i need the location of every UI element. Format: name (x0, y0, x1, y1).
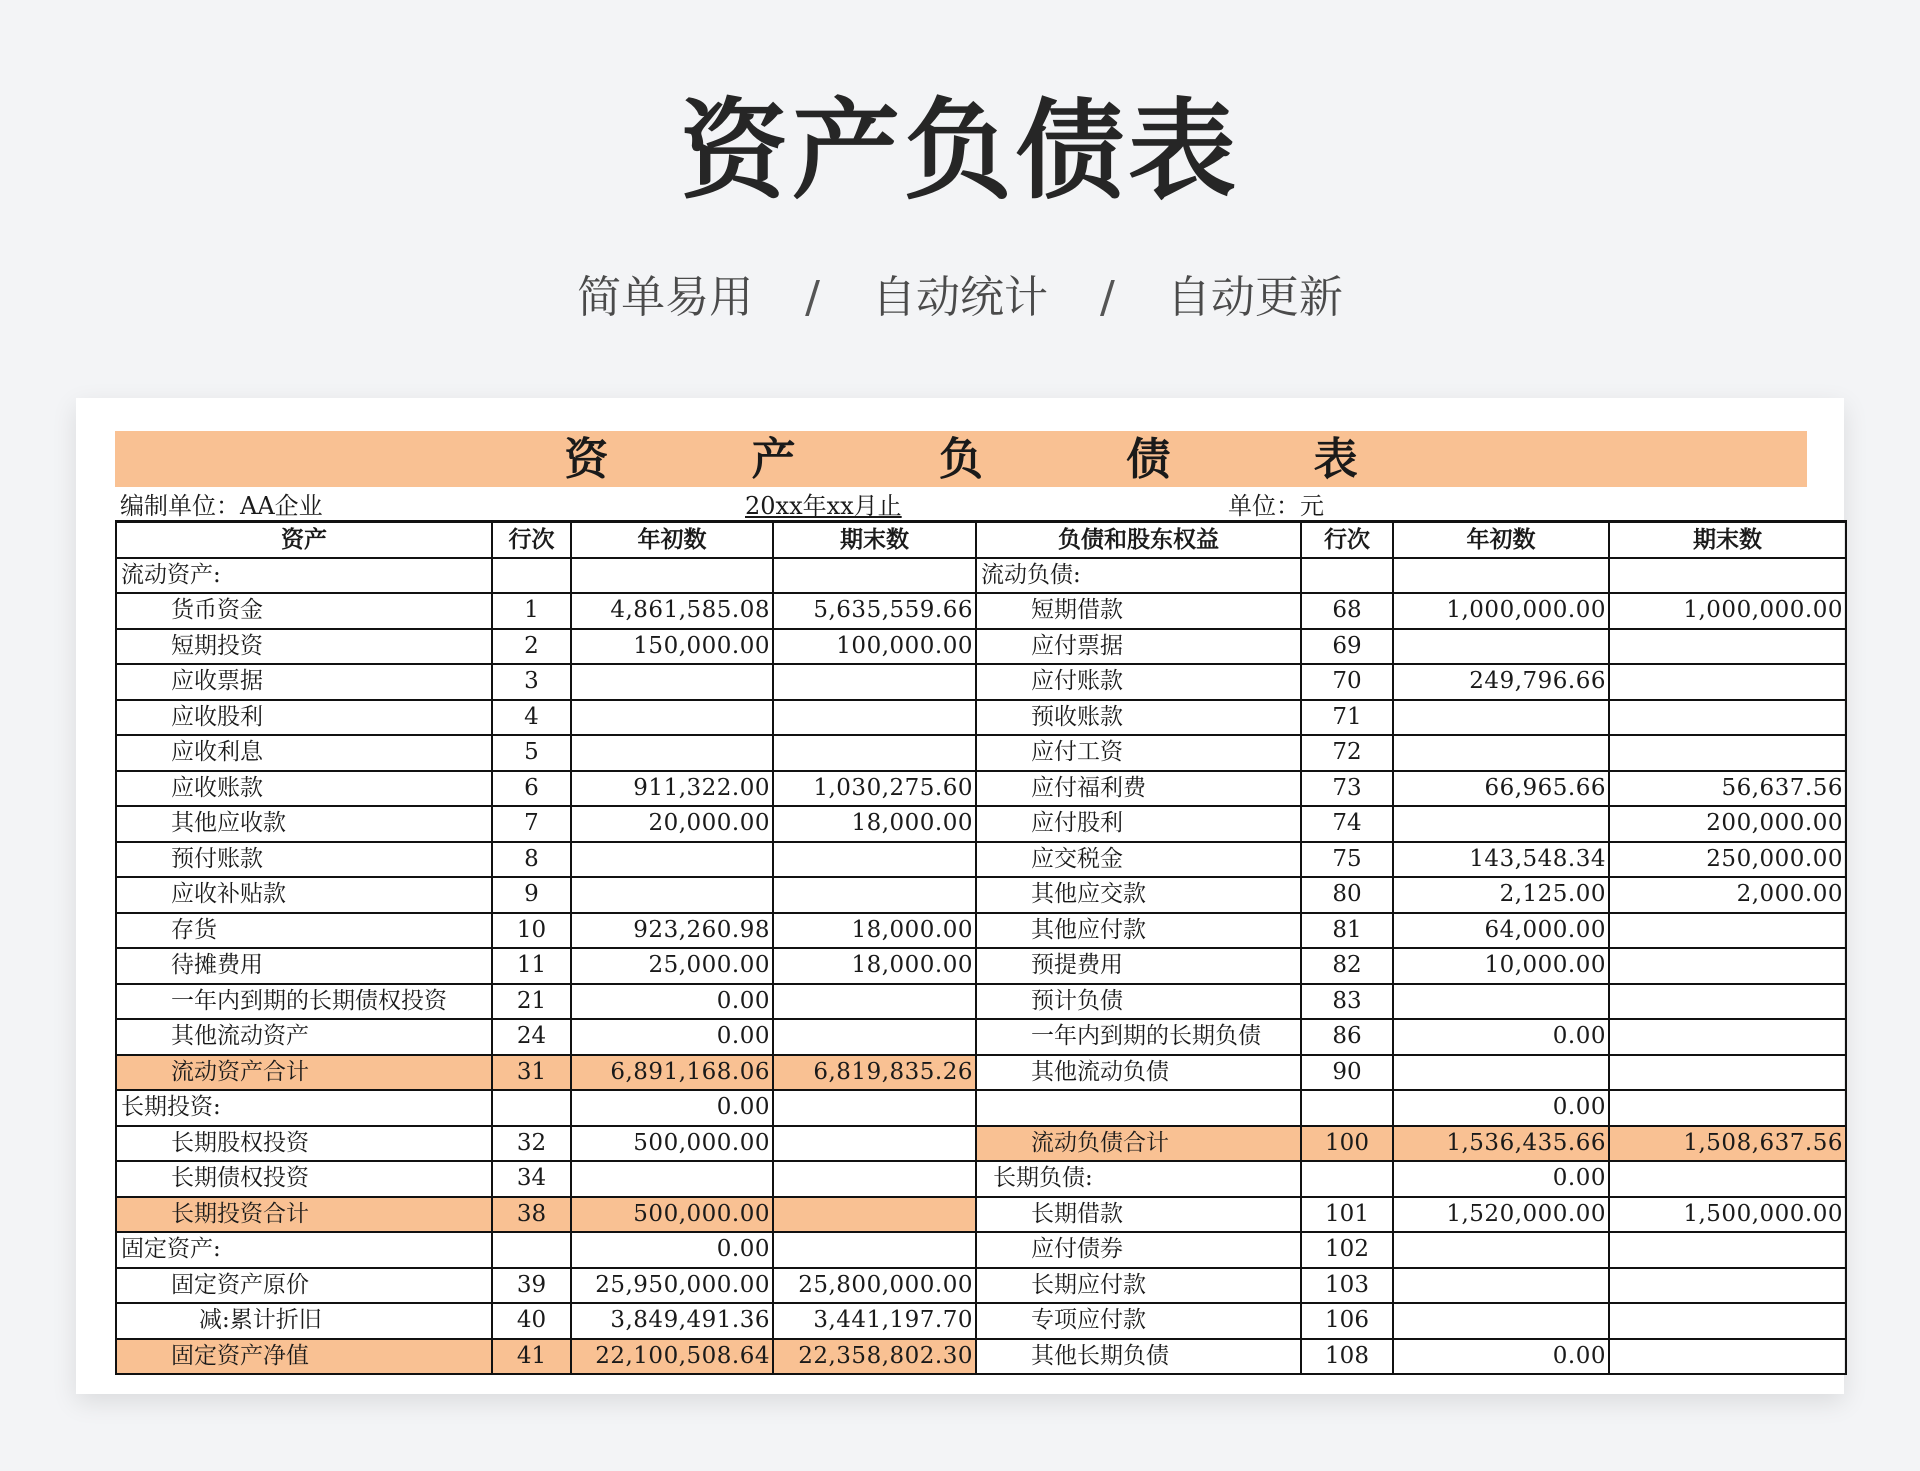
asset-line-cell[interactable]: 11 (492, 948, 571, 984)
asset-name-cell[interactable]: 应收股利 (116, 700, 492, 736)
feature-easy: 简单易用 (577, 272, 754, 323)
sheet-title-banner: 资 产 负 债 表 (115, 431, 1807, 487)
liability-name-cell[interactable]: 应付债券 (976, 1232, 1301, 1268)
liability-name-cell[interactable] (976, 1090, 1301, 1126)
asset-name-cell[interactable]: 一年内到期的长期债权投资 (116, 984, 492, 1020)
asset-line-cell[interactable]: 10 (492, 913, 571, 949)
asset-line-cell[interactable]: 5 (492, 735, 571, 771)
asset-line-cell[interactable]: 7 (492, 806, 571, 842)
col-header-line-no[interactable]: 行次 (492, 522, 571, 558)
liability-name-cell[interactable]: 短期借款 (976, 593, 1301, 629)
table-row (116, 1055, 1846, 1091)
feature-separator: / (805, 272, 820, 323)
liability-line-cell[interactable]: 73 (1301, 771, 1393, 807)
liability-line-cell[interactable]: 106 (1301, 1303, 1393, 1339)
col-header-liabilities-equity[interactable]: 负债和股东权益 (976, 522, 1301, 558)
liability-line-cell[interactable]: 103 (1301, 1268, 1393, 1304)
liability-ending-cell[interactable]: 2,000.00 (1609, 877, 1846, 913)
liability-line-cell[interactable]: 75 (1301, 842, 1393, 878)
asset-beginning-cell[interactable]: 500,000.00 (571, 1126, 773, 1162)
asset-ending-cell[interactable]: 25,800,000.00 (773, 1268, 976, 1304)
asset-name-cell[interactable]: 待摊费用 (116, 948, 492, 984)
asset-name-cell[interactable]: 存货 (116, 913, 492, 949)
liability-line-cell[interactable]: 72 (1301, 735, 1393, 771)
liability-name-cell[interactable]: 一年内到期的长期负债 (976, 1019, 1301, 1055)
feature-auto-update: 自动更新 (1166, 272, 1343, 323)
asset-beginning-cell[interactable]: 0.00 (571, 1232, 773, 1268)
asset-ending-cell[interactable] (773, 1126, 976, 1162)
liability-ending-cell[interactable] (1609, 1090, 1846, 1126)
table-row (116, 913, 1846, 949)
asset-line-cell[interactable]: 2 (492, 629, 571, 665)
liability-line-cell[interactable]: 80 (1301, 877, 1393, 913)
liability-name-cell[interactable]: 专项应付款 (976, 1303, 1301, 1339)
asset-beginning-cell[interactable]: 25,950,000.00 (571, 1268, 773, 1304)
liability-beginning-cell[interactable]: 0.00 (1393, 1161, 1609, 1197)
liability-ending-cell[interactable] (1609, 735, 1846, 771)
asset-ending-cell[interactable]: 22,358,802.30 (773, 1339, 976, 1375)
liability-beginning-cell[interactable]: 249,796.66 (1393, 664, 1609, 700)
table-row (116, 1232, 1846, 1268)
liability-ending-cell[interactable] (1609, 1055, 1846, 1091)
asset-beginning-cell[interactable]: 22,100,508.64 (571, 1339, 773, 1375)
liability-ending-cell[interactable]: 200,000.00 (1609, 806, 1846, 842)
table-row (116, 842, 1846, 878)
asset-ending-cell[interactable]: 3,441,197.70 (773, 1303, 976, 1339)
asset-ending-cell[interactable]: 1,030,275.60 (773, 771, 976, 807)
liability-line-cell[interactable]: 68 (1301, 593, 1393, 629)
liability-line-cell[interactable]: 102 (1301, 1232, 1393, 1268)
asset-name-cell[interactable]: 应收补贴款 (116, 877, 492, 913)
liability-name-cell[interactable]: 流动负债合计 (976, 1126, 1301, 1162)
liability-line-cell[interactable]: 86 (1301, 1019, 1393, 1055)
liability-ending-cell[interactable] (1609, 1268, 1846, 1304)
asset-ending-cell[interactable] (773, 1090, 976, 1126)
asset-line-cell[interactable]: 6 (492, 771, 571, 807)
asset-beginning-cell[interactable] (571, 1161, 773, 1197)
col-header-ending[interactable]: 期末数 (773, 522, 976, 558)
table-row (116, 984, 1846, 1020)
table-row (116, 558, 1846, 594)
liability-line-cell[interactable]: 71 (1301, 700, 1393, 736)
table-row (116, 1126, 1846, 1162)
asset-name-cell[interactable]: 长期债权投资 (116, 1161, 492, 1197)
asset-ending-cell[interactable] (773, 1161, 976, 1197)
liability-line-cell[interactable] (1301, 1090, 1393, 1126)
table-row (116, 664, 1846, 700)
col-header-beginning[interactable]: 年初数 (1393, 522, 1609, 558)
table-header-row (116, 522, 1846, 558)
liability-line-cell[interactable]: 101 (1301, 1197, 1393, 1233)
asset-line-cell[interactable]: 41 (492, 1339, 571, 1375)
liability-line-cell[interactable] (1301, 558, 1393, 594)
liability-ending-cell[interactable] (1609, 1303, 1846, 1339)
liability-name-cell[interactable]: 应付工资 (976, 735, 1301, 771)
asset-name-cell[interactable]: 固定资产原价 (116, 1268, 492, 1304)
asset-ending-cell[interactable] (773, 1197, 976, 1233)
asset-beginning-cell[interactable]: 150,000.00 (571, 629, 773, 665)
liability-ending-cell[interactable] (1609, 1161, 1846, 1197)
table-row (116, 1339, 1846, 1375)
table-row (116, 1268, 1846, 1304)
asset-ending-cell[interactable]: 5,635,559.66 (773, 593, 976, 629)
liability-ending-cell[interactable] (1609, 558, 1846, 594)
liability-beginning-cell[interactable] (1393, 1055, 1609, 1091)
feature-tagline (0, 268, 1920, 328)
table-row (116, 629, 1846, 665)
balance-sheet (115, 431, 1843, 1369)
asset-beginning-cell[interactable] (571, 877, 773, 913)
liability-name-cell[interactable]: 应交税金 (976, 842, 1301, 878)
liability-beginning-cell[interactable]: 2,125.00 (1393, 877, 1609, 913)
feature-auto-stats: 自动统计 (872, 272, 1048, 323)
asset-line-cell[interactable]: 9 (492, 877, 571, 913)
spreadsheet-preview-card (76, 398, 1844, 1394)
asset-line-cell[interactable] (492, 1090, 571, 1126)
liability-line-cell[interactable]: 82 (1301, 948, 1393, 984)
asset-beginning-cell[interactable]: 20,000.00 (571, 806, 773, 842)
asset-beginning-cell[interactable] (571, 664, 773, 700)
liability-line-cell[interactable]: 81 (1301, 913, 1393, 949)
asset-ending-cell[interactable]: 18,000.00 (773, 806, 976, 842)
asset-name-cell[interactable]: 应收账款 (116, 771, 492, 807)
asset-line-cell[interactable]: 21 (492, 984, 571, 1020)
liability-beginning-cell[interactable] (1393, 1303, 1609, 1339)
liability-name-cell[interactable]: 应付股利 (976, 806, 1301, 842)
asset-line-cell[interactable] (492, 1232, 571, 1268)
asset-beginning-cell[interactable] (571, 558, 773, 594)
liability-beginning-cell[interactable]: 1,000,000.00 (1393, 593, 1609, 629)
liability-line-cell[interactable]: 69 (1301, 629, 1393, 665)
liability-name-cell[interactable]: 其他应交款 (976, 877, 1301, 913)
asset-ending-cell[interactable] (773, 1019, 976, 1055)
asset-name-cell[interactable]: 固定资产: (116, 1232, 492, 1268)
liability-beginning-cell[interactable]: 0.00 (1393, 1019, 1609, 1055)
feature-separator: / (1100, 272, 1115, 323)
asset-line-cell[interactable]: 40 (492, 1303, 571, 1339)
asset-ending-cell[interactable] (773, 700, 976, 736)
liability-beginning-cell[interactable]: 143,548.34 (1393, 842, 1609, 878)
hero-title: 资产负债表 (679, 89, 1240, 214)
liability-ending-cell[interactable] (1609, 948, 1846, 984)
liability-ending-cell[interactable] (1609, 700, 1846, 736)
asset-ending-cell[interactable]: 100,000.00 (773, 629, 976, 665)
asset-beginning-cell[interactable]: 923,260.98 (571, 913, 773, 949)
liability-ending-cell[interactable] (1609, 629, 1846, 665)
col-header-beginning[interactable]: 年初数 (571, 522, 773, 558)
asset-line-cell[interactable]: 3 (492, 664, 571, 700)
asset-ending-cell[interactable]: 18,000.00 (773, 948, 976, 984)
asset-beginning-cell[interactable]: 4,861,585.08 (571, 593, 773, 629)
col-header-assets[interactable]: 资产 (116, 522, 492, 558)
asset-name-cell[interactable]: 应收票据 (116, 664, 492, 700)
liability-beginning-cell[interactable]: 1,520,000.00 (1393, 1197, 1609, 1233)
company-label: 编制单位：AA企业 (120, 492, 323, 520)
table-row (116, 771, 1846, 807)
table-row (116, 877, 1846, 913)
table-row (116, 1303, 1846, 1339)
liability-ending-cell[interactable] (1609, 1339, 1846, 1375)
asset-name-cell[interactable]: 减:累计折旧 (116, 1303, 492, 1339)
liability-beginning-cell[interactable] (1393, 806, 1609, 842)
liability-beginning-cell[interactable]: 1,536,435.66 (1393, 1126, 1609, 1162)
balance-sheet-table (115, 520, 1847, 1375)
liability-ending-cell[interactable] (1609, 1232, 1846, 1268)
liability-name-cell[interactable]: 应付账款 (976, 664, 1301, 700)
liability-beginning-cell[interactable]: 66,965.66 (1393, 771, 1609, 807)
asset-line-cell[interactable]: 38 (492, 1197, 571, 1233)
liability-beginning-cell[interactable] (1393, 700, 1609, 736)
asset-beginning-cell[interactable]: 0.00 (571, 1090, 773, 1126)
liability-ending-cell[interactable] (1609, 913, 1846, 949)
asset-line-cell[interactable]: 34 (492, 1161, 571, 1197)
asset-ending-cell[interactable] (773, 558, 976, 594)
table-row (116, 593, 1846, 629)
table-row (116, 700, 1846, 736)
liability-name-cell[interactable]: 应付福利费 (976, 771, 1301, 807)
liability-beginning-cell[interactable] (1393, 1232, 1609, 1268)
asset-name-cell[interactable]: 流动资产: (116, 558, 492, 594)
liability-line-cell[interactable]: 90 (1301, 1055, 1393, 1091)
asset-name-cell[interactable]: 固定资产净值 (116, 1339, 492, 1375)
asset-ending-cell[interactable]: 6,819,835.26 (773, 1055, 976, 1091)
asset-beginning-cell[interactable]: 3,849,491.36 (571, 1303, 773, 1339)
liability-beginning-cell[interactable]: 64,000.00 (1393, 913, 1609, 949)
asset-name-cell[interactable]: 长期投资合计 (116, 1197, 492, 1233)
asset-beginning-cell[interactable]: 0.00 (571, 984, 773, 1020)
liability-name-cell[interactable]: 长期负债: (976, 1161, 1301, 1197)
liability-beginning-cell[interactable] (1393, 984, 1609, 1020)
liability-name-cell[interactable]: 预收账款 (976, 700, 1301, 736)
liability-beginning-cell[interactable]: 10,000.00 (1393, 948, 1609, 984)
asset-ending-cell[interactable] (773, 664, 976, 700)
asset-ending-cell[interactable] (773, 842, 976, 878)
asset-beginning-cell[interactable] (571, 842, 773, 878)
asset-name-cell[interactable]: 货币资金 (116, 593, 492, 629)
asset-name-cell[interactable]: 流动资产合计 (116, 1055, 492, 1091)
table-row (116, 948, 1846, 984)
liability-line-cell[interactable] (1301, 1161, 1393, 1197)
asset-name-cell[interactable]: 预付账款 (116, 842, 492, 878)
asset-ending-cell[interactable]: 18,000.00 (773, 913, 976, 949)
liability-line-cell[interactable]: 100 (1301, 1126, 1393, 1162)
table-row (116, 1161, 1846, 1197)
liability-beginning-cell[interactable] (1393, 735, 1609, 771)
asset-line-cell[interactable]: 32 (492, 1126, 571, 1162)
col-header-line-no[interactable]: 行次 (1301, 522, 1393, 558)
liability-ending-cell[interactable]: 250,000.00 (1609, 842, 1846, 878)
liability-line-cell[interactable]: 108 (1301, 1339, 1393, 1375)
asset-line-cell[interactable]: 24 (492, 1019, 571, 1055)
liability-ending-cell[interactable]: 1,500,000.00 (1609, 1197, 1846, 1233)
table-row (116, 1019, 1846, 1055)
liability-ending-cell[interactable] (1609, 984, 1846, 1020)
liability-beginning-cell[interactable]: 0.00 (1393, 1090, 1609, 1126)
liability-name-cell[interactable]: 长期借款 (976, 1197, 1301, 1233)
asset-name-cell[interactable]: 应收利息 (116, 735, 492, 771)
col-header-ending[interactable]: 期末数 (1609, 522, 1846, 558)
liability-ending-cell[interactable] (1609, 1019, 1846, 1055)
asset-line-cell[interactable]: 1 (492, 593, 571, 629)
asset-name-cell[interactable]: 长期股权投资 (116, 1126, 492, 1162)
liability-name-cell[interactable]: 预计负债 (976, 984, 1301, 1020)
asset-beginning-cell[interactable]: 25,000.00 (571, 948, 773, 984)
table-row (116, 1197, 1846, 1233)
asset-line-cell[interactable]: 39 (492, 1268, 571, 1304)
table-row (116, 735, 1846, 771)
liability-name-cell[interactable]: 其他应付款 (976, 913, 1301, 949)
asset-ending-cell[interactable] (773, 984, 976, 1020)
asset-beginning-cell[interactable]: 0.00 (571, 1019, 773, 1055)
liability-beginning-cell[interactable] (1393, 1268, 1609, 1304)
liability-name-cell[interactable]: 预提费用 (976, 948, 1301, 984)
asset-beginning-cell[interactable]: 911,322.00 (571, 771, 773, 807)
asset-line-cell[interactable] (492, 558, 571, 594)
asset-beginning-cell[interactable]: 6,891,168.06 (571, 1055, 773, 1091)
liability-ending-cell[interactable]: 56,637.56 (1609, 771, 1846, 807)
table-row (116, 1090, 1846, 1126)
liability-ending-cell[interactable]: 1,508,637.56 (1609, 1126, 1846, 1162)
liability-beginning-cell[interactable] (1393, 558, 1609, 594)
liability-beginning-cell[interactable]: 0.00 (1393, 1339, 1609, 1375)
liability-name-cell[interactable]: 应付票据 (976, 629, 1301, 665)
liability-name-cell[interactable]: 流动负债: (976, 558, 1301, 594)
asset-line-cell[interactable]: 8 (492, 842, 571, 878)
liability-ending-cell[interactable]: 1,000,000.00 (1609, 593, 1846, 629)
asset-name-cell[interactable]: 短期投资 (116, 629, 492, 665)
liability-line-cell[interactable]: 83 (1301, 984, 1393, 1020)
liability-beginning-cell[interactable] (1393, 629, 1609, 665)
asset-line-cell[interactable]: 31 (492, 1055, 571, 1091)
asset-name-cell[interactable]: 长期投资: (116, 1090, 492, 1126)
asset-name-cell[interactable]: 其他流动资产 (116, 1019, 492, 1055)
asset-beginning-cell[interactable] (571, 735, 773, 771)
asset-line-cell[interactable]: 4 (492, 700, 571, 736)
asset-ending-cell[interactable] (773, 735, 976, 771)
liability-name-cell[interactable]: 其他流动负债 (976, 1055, 1301, 1091)
liability-line-cell[interactable]: 70 (1301, 664, 1393, 700)
asset-ending-cell[interactable] (773, 1232, 976, 1268)
asset-beginning-cell[interactable] (571, 700, 773, 736)
asset-beginning-cell[interactable]: 500,000.00 (571, 1197, 773, 1233)
period-label: 20xx年xx月止 (745, 492, 902, 520)
table-row (116, 806, 1846, 842)
asset-ending-cell[interactable] (773, 877, 976, 913)
liability-line-cell[interactable]: 74 (1301, 806, 1393, 842)
liability-name-cell[interactable]: 其他长期负债 (976, 1339, 1301, 1375)
unit-label: 单位：元 (1228, 492, 1324, 520)
asset-name-cell[interactable]: 其他应收款 (116, 806, 492, 842)
liability-name-cell[interactable]: 长期应付款 (976, 1268, 1301, 1304)
liability-ending-cell[interactable] (1609, 664, 1846, 700)
